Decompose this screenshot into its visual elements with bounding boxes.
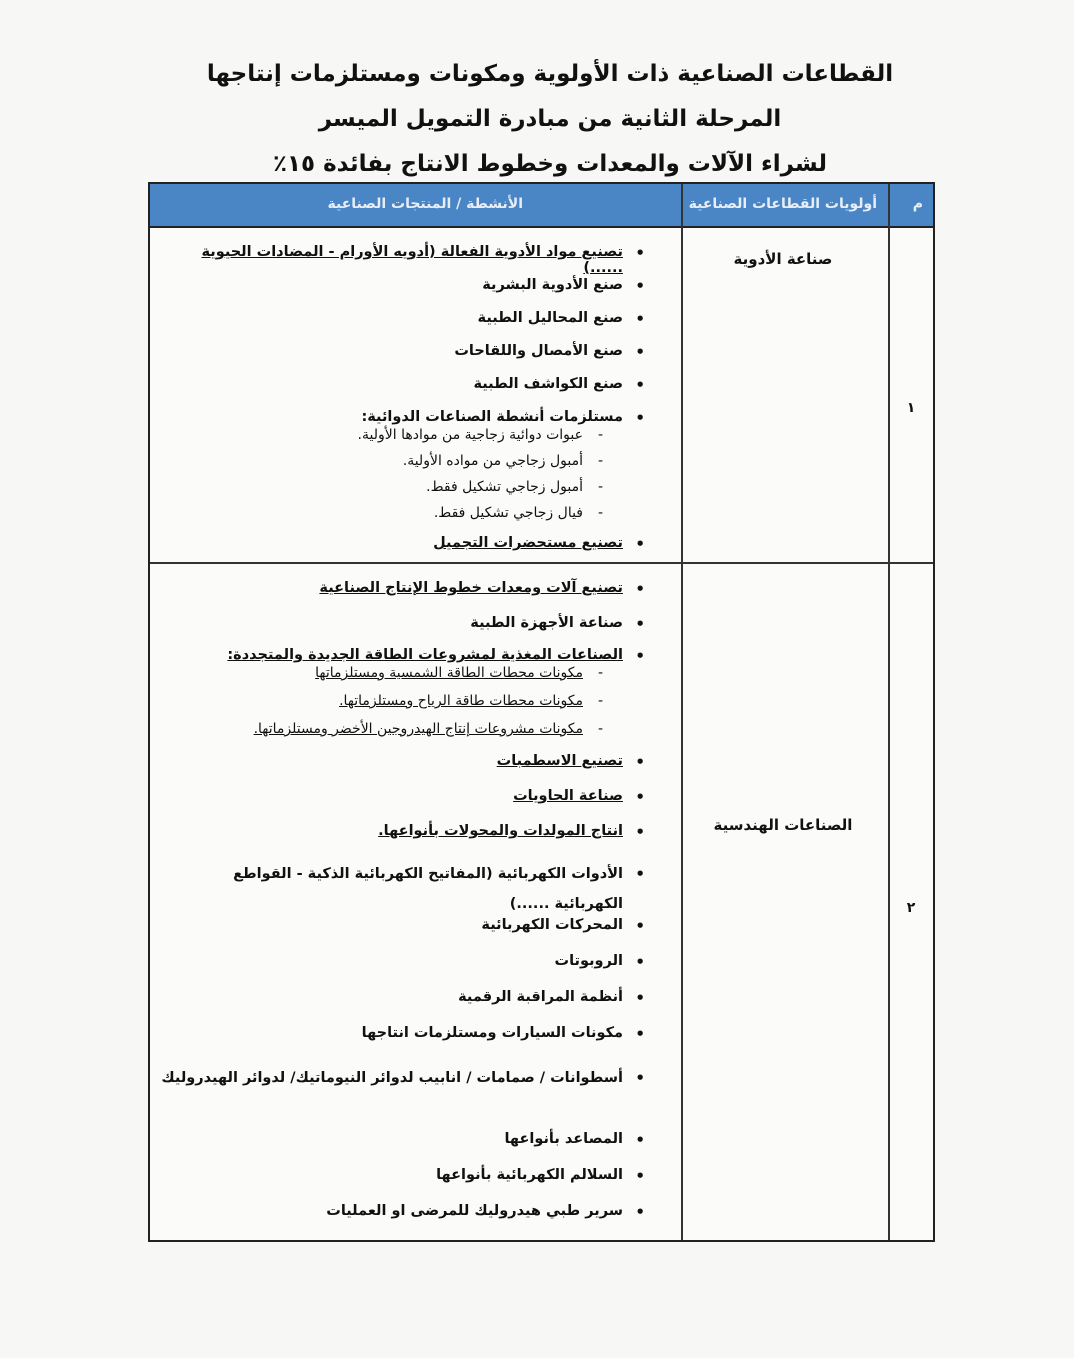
list-item bbox=[161, 535, 651, 565]
list-item bbox=[161, 953, 651, 989]
list-item bbox=[161, 409, 651, 531]
list-item bbox=[161, 647, 651, 749]
item-text: صنع المحاليل الطبية bbox=[477, 310, 623, 326]
sub-list bbox=[161, 665, 623, 749]
item-text: صنع الأدوية البشرية bbox=[482, 277, 623, 293]
list-item bbox=[161, 277, 651, 310]
sub-item: - مكونات محطات طاقة الرياح ومستلزماتها. bbox=[161, 693, 607, 721]
list-item bbox=[161, 1167, 651, 1203]
item-text: الأدوات الكهربائية (المفاتيح الكهربائية الذكية - القواطع الكهربائية ......) bbox=[233, 866, 623, 912]
list-item bbox=[161, 917, 651, 953]
list-item bbox=[161, 1131, 651, 1167]
item-text: الروبوتات bbox=[554, 953, 623, 969]
list-item bbox=[161, 580, 651, 615]
list-item bbox=[161, 310, 651, 343]
list-item bbox=[161, 1203, 651, 1233]
sector-name: صناعة الأدوية bbox=[733, 250, 833, 268]
list-item bbox=[161, 244, 651, 277]
title-line-3: لشراء الآلات والمعدات وخطوط الانتاج بفائدة ١٥٪ bbox=[272, 151, 828, 177]
item-text: صناعة الحاويات bbox=[513, 788, 623, 804]
list-item bbox=[161, 989, 651, 1025]
item-text: تصنيع مستحضرات التجميل bbox=[433, 535, 623, 551]
item-text: المحركات الكهربائية bbox=[481, 917, 623, 933]
activities-list bbox=[161, 244, 651, 565]
item-text: تصنيع الاسطمبات bbox=[496, 753, 623, 769]
item-text: صناعة الأجهزة الطبية bbox=[470, 615, 623, 631]
header-sector: أولويات القطاعات الصناعية bbox=[688, 196, 877, 212]
item-text: تصنيع آلات ومعدات خطوط الإنتاج الصناعية bbox=[319, 580, 623, 596]
item-text: أسطوانات / صمامات / انابيب لدوائر النيوماتيك/ لدوائر الهيدروليك bbox=[161, 1070, 623, 1086]
sub-item: - أمبول زجاجي من مواده الأولية. bbox=[161, 453, 607, 479]
list-item bbox=[161, 1061, 651, 1131]
item-text: السلالم الكهربائية بأنواعها bbox=[436, 1167, 623, 1183]
sub-item: - مكونات محطات الطاقة الشمسية ومستلزماتها bbox=[161, 665, 607, 693]
header-activities: الأنشطة / المنتجات الصناعية bbox=[327, 196, 523, 212]
item-text: انتاج المولدات والمحولات بأنواعها. bbox=[378, 823, 623, 839]
item-text: الصناعات المغذية لمشروعات الطاقة الجديدة والمتجددة: bbox=[227, 647, 623, 663]
item-text: أنظمة المراقبة الرقمية bbox=[458, 989, 623, 1005]
item-text: المصاعد بأنواعها bbox=[504, 1131, 623, 1147]
list-item bbox=[161, 1025, 651, 1061]
list-item bbox=[161, 615, 651, 647]
item-text: مكونات السيارات ومستلزمات انتاجها bbox=[361, 1025, 623, 1041]
item-text: مستلزمات أنشطة الصناعات الدوائية: bbox=[361, 409, 623, 425]
table-header bbox=[150, 184, 933, 228]
list-item bbox=[161, 788, 651, 823]
sub-item: - عبوات دوائية زجاجية من موادها الأولية. bbox=[161, 427, 607, 453]
item-text: تصنيع مواد الأدوية الفعالة (أدويه الأورام - المضادات الحيوية ......) bbox=[201, 244, 623, 276]
row-number: ١ bbox=[906, 400, 916, 416]
sub-list bbox=[161, 427, 623, 531]
sub-item: - مكونات مشروعات إنتاج الهيدروجين الأخضر ومستلزماتها. bbox=[161, 721, 607, 749]
sub-item: - أمبول زجاجي تشكيل فقط. bbox=[161, 479, 607, 505]
activities-list bbox=[161, 580, 651, 1233]
column-divider bbox=[888, 184, 890, 1240]
item-text: صنع الكواشف الطبية bbox=[473, 376, 623, 392]
item-text: صنع الأمصال واللقاحات bbox=[454, 343, 623, 359]
list-item bbox=[161, 376, 651, 409]
row-number: ٢ bbox=[906, 900, 916, 916]
list-item bbox=[161, 343, 651, 376]
header-num: م bbox=[912, 196, 923, 212]
document-titles bbox=[120, 52, 980, 187]
column-divider bbox=[681, 184, 683, 1240]
list-item bbox=[161, 859, 651, 917]
title-line-1: القطاعات الصناعية ذات الأولوية ومكونات ومستلزمات إنتاجها bbox=[206, 61, 894, 87]
list-item bbox=[161, 753, 651, 788]
sectors-table bbox=[148, 182, 935, 1242]
list-item bbox=[161, 823, 651, 859]
sector-name: الصناعات الهندسية bbox=[713, 816, 853, 834]
item-text: سرير طبي هيدروليك للمرضى او العمليات bbox=[326, 1203, 623, 1219]
sub-item: - فيال زجاجي تشكيل فقط. bbox=[161, 505, 607, 531]
title-line-2: المرحلة الثانية من مبادرة التمويل الميسر bbox=[318, 106, 782, 132]
